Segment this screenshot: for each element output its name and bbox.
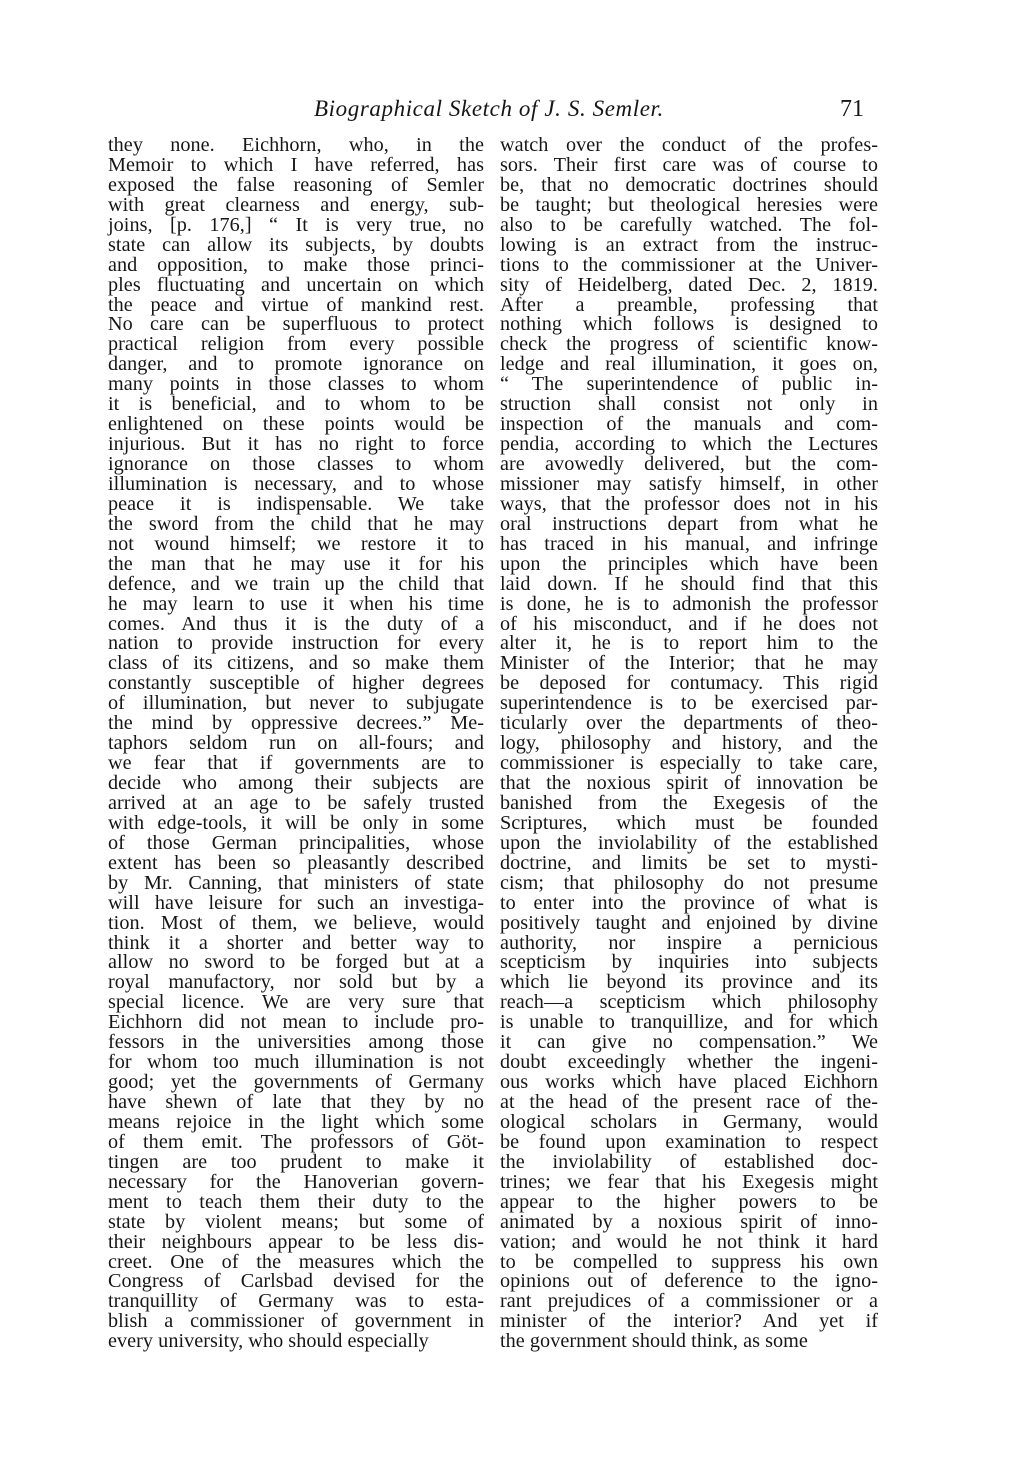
text-line: alter it, he is to report him to the: [500, 632, 878, 655]
text-line: also to be carefully watched. The fol-: [500, 213, 878, 236]
text-line: appear to the higher powers to be: [500, 1190, 878, 1213]
text-line: good; yet the governments of Germany: [108, 1071, 484, 1094]
text-line: extent has been so pleasantly described: [108, 851, 484, 874]
text-line: ledge and real illumination, it goes on,: [500, 353, 878, 376]
text-line: ples fluctuating and uncertain on which: [108, 273, 484, 296]
running-head: [0, 96, 1017, 130]
text-line: tions to the commissioner at the Univer-: [500, 253, 878, 276]
text-line: After a preamble, professing that: [500, 293, 878, 316]
text-line: ological scholars in Germany, would: [500, 1110, 878, 1133]
text-line: of those German principalities, whose: [108, 831, 484, 854]
text-line: blish a commissioner of government in: [108, 1310, 484, 1333]
text-line: oral instructions depart from what he: [500, 512, 878, 535]
page-number: 71: [840, 96, 864, 122]
text-line: struction shall consist not only in: [500, 393, 878, 416]
text-line: injurious. But it has no right to force: [108, 433, 484, 456]
text-line: of illumination, but never to subjugate: [108, 692, 484, 715]
text-line: watch over the conduct of the profes-: [500, 134, 878, 156]
text-line: we fear that if governments are to: [108, 752, 484, 775]
text-line: the government should think, as some: [500, 1330, 808, 1353]
text-line: not wound himself; we restore it to: [108, 532, 484, 555]
text-line: the mind by oppressive decrees.” Me-: [108, 712, 484, 735]
text-line: have shewn of late that they by no: [108, 1091, 484, 1113]
text-line: be taught; but theological heresies were: [500, 193, 878, 216]
text-line: is unable to tranquillize, and for which: [500, 1011, 878, 1034]
text-line: pendia, according to which the Lectures: [500, 433, 878, 456]
text-line: animated by a noxious spirit of inno-: [500, 1210, 878, 1233]
text-line: with edge-tools, it will be only in some: [108, 811, 484, 834]
text-line: the sword from the child that he may: [108, 512, 484, 535]
text-line: their neighbours appear to be less dis-: [108, 1230, 484, 1253]
text-line: ous works which have placed Eichhorn: [500, 1071, 878, 1094]
text-line: positively taught and enjoined by divine: [500, 911, 878, 934]
text-line: doctrine, and limits be set to mysti-: [500, 851, 878, 874]
text-line: is done, he is to admonish the professor: [500, 592, 878, 615]
text-line: ways, that the professor does not in his: [500, 492, 878, 515]
text-line: tingen are too prudent to make it: [108, 1150, 484, 1173]
text-line: will have leisure for such an investiga-: [108, 891, 484, 914]
text-line: to enter into the province of what is: [500, 891, 878, 914]
text-line: the inviolability of established doc-: [500, 1150, 878, 1173]
text-line: many points in those classes to whom: [108, 373, 484, 396]
text-line: practical religion from every possible: [108, 333, 484, 356]
text-line: it can give no compensation.” We: [500, 1031, 878, 1054]
text-line: Congress of Carlsbad devised for the: [108, 1270, 484, 1293]
text-line: tion. Most of them, we believe, would: [108, 911, 484, 934]
text-line: class of its citizens, and so make them: [108, 652, 484, 675]
text-line: rant prejudices of a commissioner or a: [500, 1290, 878, 1313]
text-line: means rejoice in the light which some: [108, 1110, 484, 1133]
text-line: opinions out of deference to the igno-: [500, 1270, 878, 1293]
text-line: they none. Eichhorn, who, in the: [108, 134, 484, 156]
text-line: ment to teach them their duty to the: [108, 1190, 484, 1213]
text-line: authority, nor inspire a pernicious: [500, 931, 878, 954]
text-line: of his misconduct, and if he does not: [500, 612, 878, 635]
text-line: cism; that philosophy do not presume: [500, 871, 878, 894]
text-line: trines; we fear that his Exegesis might: [500, 1170, 878, 1193]
text-line: and opposition, to make those princi-: [108, 253, 484, 276]
text-line: sity of Heidelberg, dated Dec. 2, 1819.: [500, 273, 878, 296]
text-line: he may learn to use it when his time: [108, 592, 484, 615]
text-line: superintendence is to be exercised par-: [500, 692, 878, 715]
text-line: state by violent means; but some of: [108, 1210, 484, 1233]
text-line: vation; and would he not think it hard: [500, 1230, 878, 1253]
text-line: minister of the interior? And yet if: [500, 1310, 878, 1333]
text-line: think it a shorter and better way to: [108, 931, 484, 954]
text-line: special licence. We are very sure that: [108, 991, 484, 1014]
text-line: “ The superintendence of public in-: [500, 373, 878, 396]
text-line: state can allow its subjects, by doubts: [108, 233, 484, 256]
text-line: exposed the false reasoning of Semler: [108, 173, 484, 196]
text-line: be deposed for contumacy. This rigid: [500, 672, 878, 695]
text-line: which lie beyond its province and its: [500, 971, 878, 994]
text-line: laid down. If he should find that this: [500, 572, 878, 595]
text-line: inspection of the manuals and com-: [500, 413, 878, 436]
text-line: necessary for the Hanoverian govern-: [108, 1170, 484, 1193]
text-line: doubt exceedingly whether the ingeni-: [500, 1051, 878, 1074]
text-line: royal manufactory, nor sold but by a: [108, 971, 484, 994]
text-line: sors. Their first care was of course to: [500, 153, 878, 176]
text-line: fessors in the universities among those: [108, 1031, 484, 1054]
text-line: the man that he may use it for his: [108, 552, 484, 575]
text-line: that the noxious spirit of innovation be: [500, 772, 878, 794]
left-column: [108, 136, 484, 1352]
text-line: be found upon examination to respect: [500, 1130, 878, 1153]
text-line: comes. And thus it is the duty of a: [108, 612, 484, 635]
text-line: scepticism by inquiries into subjects: [500, 951, 878, 974]
text-line: the peace and virtue of mankind rest.: [108, 293, 484, 316]
text-line: to be compelled to suppress his own: [500, 1250, 878, 1273]
text-line: peace it is indispensable. We take: [108, 492, 484, 515]
text-line: every university, who should especially: [108, 1330, 429, 1353]
text-line: Scriptures, which must be founded: [500, 811, 878, 834]
text-line: of them emit. The professors of Göt-: [108, 1130, 484, 1153]
text-line: defence, and we train up the child that: [108, 572, 484, 595]
text-line: nation to provide instruction for every: [108, 632, 484, 655]
text-line: arrived at an age to be safely trusted: [108, 791, 484, 814]
text-line: upon the principles which have been: [500, 552, 878, 575]
text-line: lowing is an extract from the instruc-: [500, 233, 878, 256]
text-line: check the progress of scientific know-: [500, 333, 878, 356]
text-line: banished from the Exegesis of the: [500, 791, 878, 814]
text-line: illumination is necessary, and to whose: [108, 472, 484, 495]
text-line: by Mr. Canning, that ministers of state: [108, 871, 484, 894]
text-line: logy, philosophy and history, and the: [500, 732, 878, 755]
text-line: upon the inviolability of the established: [500, 831, 878, 854]
text-line: it is beneficial, and to whom to be: [108, 393, 484, 416]
text-line: allow no sword to be forged but at a: [108, 951, 484, 974]
text-line: constantly susceptible of higher degrees: [108, 672, 484, 695]
text-line: danger, and to promote ignorance on: [108, 353, 484, 376]
text-line: ignorance on those classes to whom: [108, 453, 484, 475]
text-line: tranquillity of Germany was to esta-: [108, 1290, 484, 1313]
text-line: are avowedly delivered, but the com-: [500, 453, 878, 475]
text-line: taphors seldom run on all-fours; and: [108, 732, 484, 755]
text-line: ticularly over the departments of theo-: [500, 712, 878, 735]
text-line: at the head of the present race of the-: [500, 1091, 878, 1113]
text-line: enlightened on these points would be: [108, 413, 484, 436]
text-line: No care can be superfluous to protect: [108, 313, 484, 336]
text-line: Eichhorn did not mean to include pro-: [108, 1011, 484, 1034]
text-line: Memoir to which I have referred, has: [108, 153, 484, 176]
text-line: decide who among their subjects are: [108, 772, 484, 794]
text-line: commissioner is especially to take care,: [500, 752, 878, 775]
text-line: with great clearness and energy, sub-: [108, 193, 484, 216]
right-column: [500, 136, 878, 1352]
text-line: reach—a scepticism which philosophy: [500, 991, 878, 1014]
text-line: missioner may satisfy himself, in other: [500, 472, 878, 495]
running-title: Biographical Sketch of J. S. Semler.: [314, 96, 664, 121]
text-line: joins, [p. 176,] “ It is very true, no: [108, 213, 484, 236]
text-line: has traced in his manual, and infringe: [500, 532, 878, 555]
text-line: be, that no democratic doctrines should: [500, 173, 878, 196]
text-line: nothing which follows is designed to: [500, 313, 878, 336]
text-line: creet. One of the measures which the: [108, 1250, 484, 1273]
text-line: Minister of the Interior; that he may: [500, 652, 878, 675]
text-line: for whom too much illumination is not: [108, 1051, 484, 1074]
